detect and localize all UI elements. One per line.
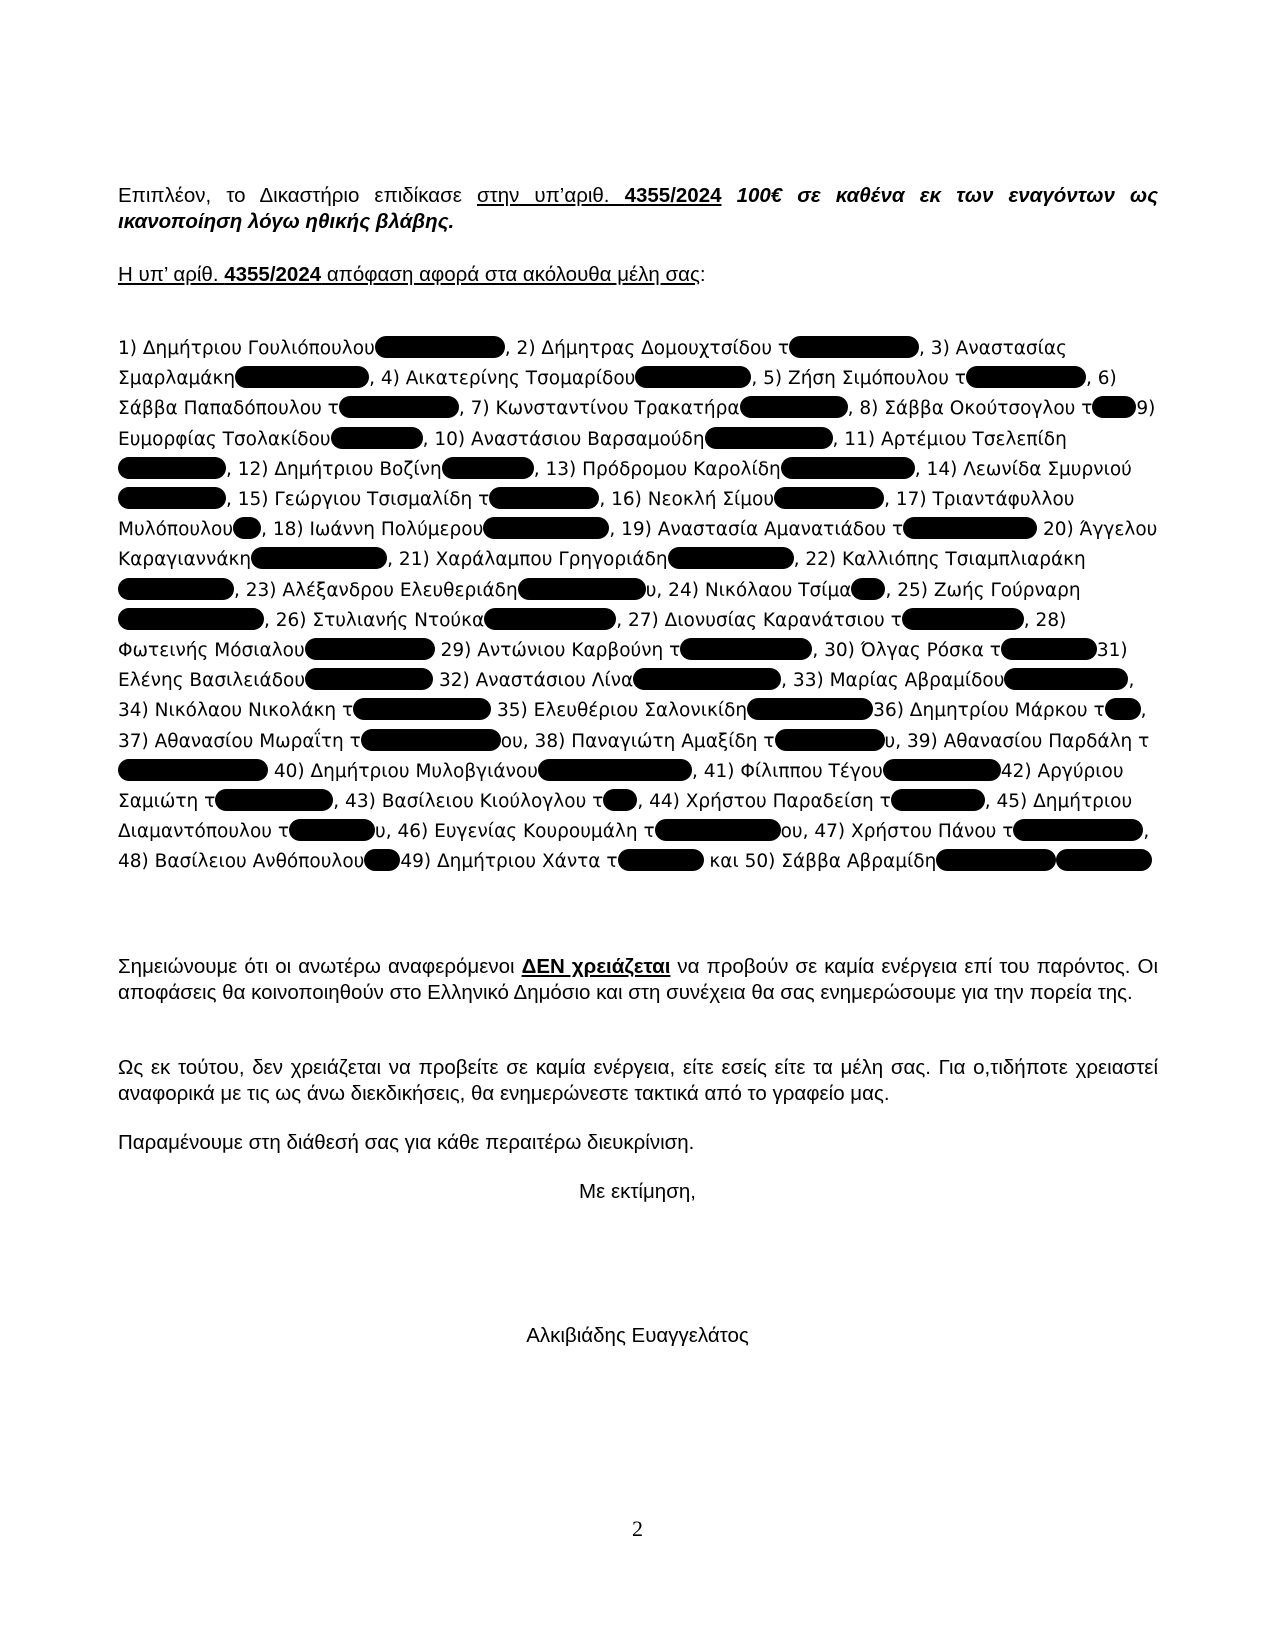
redaction-mark	[903, 517, 1037, 539]
member-entry: , 3) Αναστασίας Σμαρλαμάκη	[118, 338, 1067, 390]
award-decision-number: 4355/2024	[624, 184, 722, 207]
decision-ref-number: 4355/2024	[224, 263, 322, 286]
member-entry: , 22) Καλλιόπης Τσιαμπλιαράκη	[793, 549, 1086, 571]
closing-line: Με εκτίμηση,	[579, 1180, 696, 1203]
redaction-mark	[781, 457, 915, 479]
decision-ref-text: απόφαση αφορά στα ακόλουθα μέλη σας	[321, 263, 700, 286]
redaction-mark	[118, 759, 268, 781]
member-entry: , 41) Φίλιππου Τέγου	[691, 760, 883, 782]
redaction-mark	[305, 638, 435, 660]
redaction-mark	[235, 366, 369, 388]
paragraph-notice	[118, 954, 1158, 1006]
member-entry: , 6) Σάββα Παπαδόπουλου τ	[118, 368, 1117, 420]
award-text-start: Επιπλέον, το Δικαστήριο επιδίκασε	[118, 184, 477, 207]
redaction-mark	[705, 427, 833, 449]
member-entry: , 34) Νικόλαου Νικολάκη τ	[118, 670, 1135, 722]
redaction-mark	[215, 789, 333, 811]
member-entry: , 21) Χαράλαμπου Γρηγοριάδη	[387, 549, 668, 571]
redaction-mark	[233, 517, 261, 539]
member-entry: , 26) Στυλιανής Ντούκα	[264, 609, 485, 631]
redaction-mark	[902, 608, 1024, 630]
member-entry: 36) Δημητρίου Μάρκου τ	[873, 700, 1105, 722]
redaction-mark	[339, 396, 459, 418]
member-entry: , 2) Δήμητρας Δομουχτσίδου τ	[504, 338, 790, 359]
member-entry: και 50) Σάββα Αβραμίδη	[703, 851, 937, 873]
no-action-text: Ως εκ τούτου, δεν χρειάζεται να προβείτε σε καμία ενέργεια, είτε εσείς είτε τα μέλη σας. Για ο,τιδήποτε χρειαστεί αναφορικά με τις ως άνω διεκδικήσεις, θα ενημερώνεστε τακτικά από το γραφείο μας.	[118, 1056, 1158, 1105]
redaction-mark	[680, 638, 812, 660]
redaction-mark	[118, 457, 226, 479]
member-entry: , 37) Αθανασίου Μωραΐτη τ	[118, 700, 1147, 752]
member-entry: , 10) Αναστάσιου Βαρσαμούδη	[422, 428, 705, 450]
member-entry: 31) Ελένης Βασιλειάδου	[118, 640, 1128, 692]
member-entry: , 44) Χρήστου Παραδείση τ	[637, 791, 891, 813]
page-number: 2	[632, 1516, 643, 1541]
redaction-mark	[375, 336, 505, 358]
decision-ref-prefix: Η υπ’ αρίθ.	[118, 263, 225, 286]
member-entry: ου, 47) Χρήστου Πάνου τ	[780, 821, 1014, 843]
redaction-mark	[655, 819, 781, 841]
notice-text-end: να προβούν σε καμία ενέργεια επί του παρόντος. Οι αποφάσεις θα κοινοποιηθούν στο Ελληνικό Δημόσιο και στη συνέχεια θα σας ενημερώσουμε για την πορεία της.	[118, 955, 1159, 1004]
redaction-mark	[740, 396, 848, 418]
member-entry: , 33) Μαρίας Αβραμίδου	[781, 670, 1005, 692]
redaction-mark	[289, 819, 375, 841]
redaction-mark	[1056, 849, 1152, 871]
member-entry: υ, 39) Αθανασίου Παρδάλη τ	[884, 730, 1150, 752]
member-entry: ου, 38) Παναγιώτη Αμαξίδη τ	[500, 730, 775, 752]
redaction-mark	[251, 547, 387, 569]
member-entry: , 16) Νεοκλή Σίμου	[599, 489, 775, 511]
member-entry: , 4) Αικατερίνης Τσομαρίδου	[369, 368, 636, 390]
redaction-mark	[668, 547, 794, 569]
redaction-mark	[603, 789, 637, 811]
member-entry: 32) Αναστάσιου Λίνα	[433, 670, 634, 692]
member-entry: υ, 46) Ευγενίας Κουρουμάλη τ	[375, 821, 655, 843]
redaction-mark	[1092, 396, 1136, 418]
redaction-mark	[442, 457, 534, 479]
member-entry: , 11) Αρτέμιου Τσελεπίδη	[832, 428, 1067, 450]
redaction-mark	[789, 336, 919, 358]
redaction-mark	[118, 578, 234, 600]
paragraph-award	[118, 183, 1158, 235]
redaction-mark	[1001, 638, 1097, 660]
member-entry: υ, 24) Νικόλαου Τσίμα	[645, 579, 852, 601]
member-entry: , 27) Διονυσίας Καρανάτσιου τ	[616, 609, 902, 631]
member-entry: 35) Ελευθέριου Σαλονικίδη	[491, 700, 748, 722]
redaction-mark	[331, 427, 423, 449]
member-entry: 1) Δημήτριου Γουλιόπουλου	[118, 338, 375, 359]
redaction-mark	[518, 578, 646, 600]
member-entry: , 23) Αλέξανδρου Ελευθεριάδη	[234, 579, 518, 601]
notice-text-start: Σημειώνουμε ότι οι ανωτέρω αναφερόμενοι	[118, 955, 522, 978]
award-amount-text: 100€ σε καθένα εκ των εναγόντων ως ικανοποίηση λόγω ηθικής βλάβης.	[118, 184, 1158, 233]
redaction-mark	[633, 668, 781, 690]
member-entry: , 17) Τριαντάφυλλου Μυλόπουλου	[118, 489, 1075, 541]
member-entry: , 13) Πρόδρομου Καρολίδη	[533, 458, 781, 480]
redaction-mark	[635, 366, 751, 388]
member-entry: , 45) Δημήτριου Διαμαντόπουλου τ	[118, 791, 1133, 843]
notice-emphasis: ΔΕΝ χρειάζεται	[521, 955, 671, 978]
redaction-mark	[936, 849, 1056, 871]
member-entry: , 14) Λεωνίδα Σμυρνιού	[914, 458, 1132, 480]
member-entry: , 7) Κωνσταντίνου Τρακατήρα	[458, 398, 740, 420]
redaction-mark	[1013, 819, 1143, 841]
redaction-mark	[484, 608, 616, 630]
member-entry: 9) Ευμορφίας Τσολακίδου	[118, 398, 1156, 450]
member-entry: 49) Δημήτριου Χάντα τ	[400, 851, 618, 873]
redaction-mark	[966, 366, 1086, 388]
member-entry: , 25) Ζωής Γούρναρη	[885, 579, 1081, 601]
member-entry: , 28) Φωτεινής Μόσιαλου	[118, 609, 1067, 662]
redaction-mark	[774, 487, 884, 509]
signature-name: Αλκιβιάδης Ευαγγελάτος	[526, 1324, 749, 1347]
paragraph-no-action	[118, 1055, 1158, 1107]
member-list	[118, 334, 1158, 878]
redaction-mark	[364, 849, 400, 871]
member-entry: , 15) Γεώργιου Τσισμαλίδη τ	[226, 489, 490, 511]
paragraph-decision-members	[118, 262, 1158, 288]
redaction-mark	[118, 608, 264, 630]
redaction-mark	[747, 698, 873, 720]
redaction-mark	[883, 759, 1001, 781]
member-entry: , 30) Όλγας Ρόσκα τ	[812, 640, 1001, 662]
redaction-mark	[851, 578, 885, 600]
member-entry: 40) Δημήτριου Μυλοβγιάνου	[268, 760, 538, 782]
paragraph-availability	[118, 1130, 1158, 1156]
redaction-mark	[353, 698, 491, 720]
redaction-mark	[775, 729, 885, 751]
member-entry: , 5) Ζήση Σιμόπουλου τ	[751, 368, 966, 390]
redaction-mark	[489, 487, 599, 509]
member-entry: , 8) Σάββα Οκούτσογλου τ	[847, 398, 1093, 420]
member-entry: , 19) Αναστασία Αμανατιάδου τ	[609, 519, 904, 541]
redaction-mark	[305, 668, 433, 690]
member-entry: , 43) Βασίλειου Κιούλογλου τ	[333, 791, 604, 813]
member-entry: , 12) Δημήτριου Βοζίνη	[226, 458, 442, 480]
redaction-mark	[361, 729, 501, 751]
availability-text: Παραμένουμε στη διάθεσή σας για κάθε περαιτέρω διευκρίνιση.	[118, 1131, 695, 1154]
redaction-mark	[1004, 668, 1128, 690]
member-entry: , 48) Βασίλειου Ανθόπουλου	[118, 821, 1150, 873]
redaction-mark	[118, 487, 226, 509]
redaction-mark	[483, 517, 609, 539]
decision-ref-colon: :	[699, 263, 706, 286]
redaction-mark	[618, 849, 704, 871]
member-entry: , 18) Ιωάννη Πολύμερου	[261, 519, 484, 541]
redaction-mark	[891, 789, 985, 811]
redaction-mark	[1105, 698, 1141, 720]
redaction-mark	[538, 759, 692, 781]
member-entry: 20) Άγγελου Καραγιαννάκη	[118, 519, 1158, 571]
award-decision-ref: στην υπ’αριθ.	[476, 184, 625, 207]
member-entry: 42) Αργύριου Σαμιώτη τ	[118, 760, 1124, 813]
member-entry: 29) Αντώνιου Καρβούνη τ	[434, 640, 681, 662]
